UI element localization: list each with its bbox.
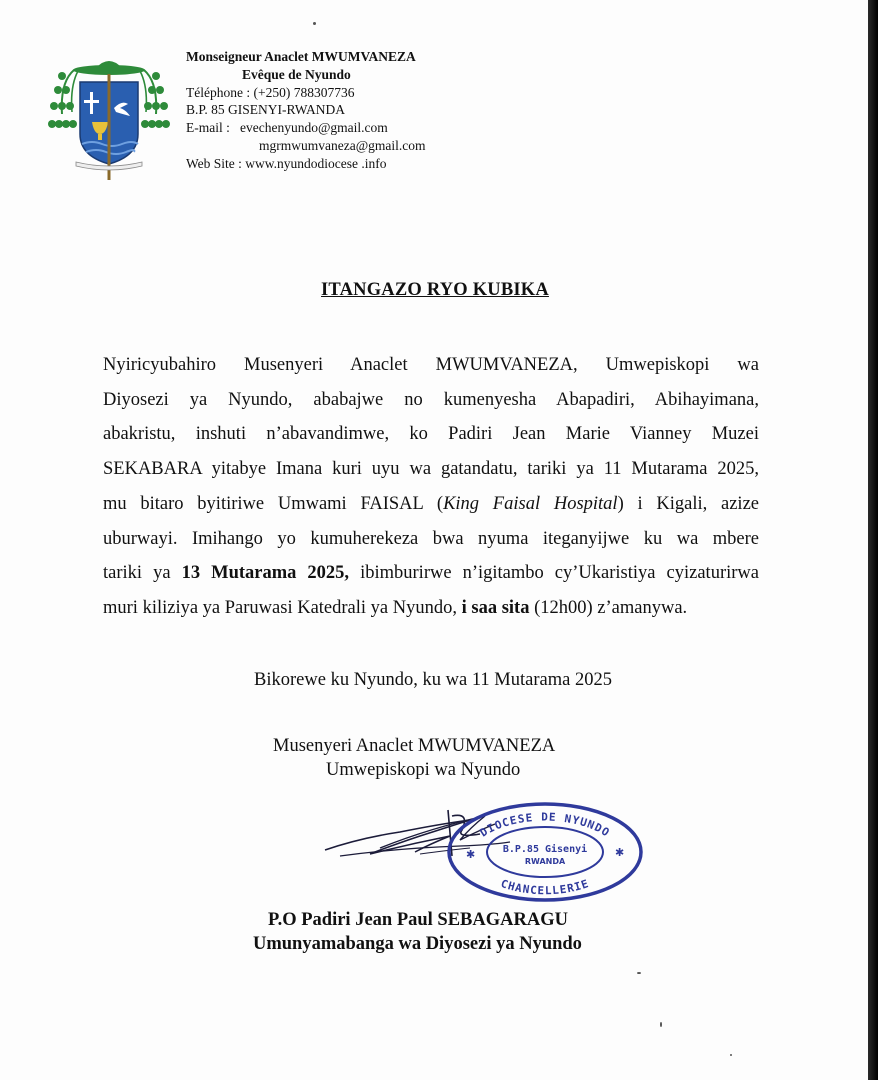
scan-speck <box>660 1022 662 1027</box>
stamp-star-icon: ✱ <box>615 847 625 859</box>
funeral-time-bold: i saa sita <box>461 597 530 618</box>
email-2: mgrmwumvaneza@gmail.com <box>259 137 426 153</box>
stamp-line-2: RWANDA <box>524 857 566 866</box>
body-line: Nyiricyubahiro Musenyeri Anaclet MWUMVANEZA, Umwepiskopi wa <box>103 355 759 375</box>
stamp-star-icon: ✱ <box>466 849 476 861</box>
telephone: Téléphone : (+250) 788307736 <box>186 84 355 100</box>
stamp-bottom-text: CHANCELLERIE <box>499 876 591 898</box>
hospital-name-italic: King Faisal Hospital <box>443 493 618 514</box>
body-text-segment: tariki ya <box>103 563 182 584</box>
coat-of-arms-logo <box>48 52 170 182</box>
place-date: Bikorewe ku Nyundo, ku wa 11 Mutarama 2025 <box>254 670 612 690</box>
letterhead <box>186 48 426 173</box>
stamp-top-text: DIOCESE DE NYUNDO <box>477 810 613 840</box>
stamp-line-1: B.P.85 Gisenyi <box>502 844 588 855</box>
scan-speck <box>313 22 316 25</box>
signatory-block <box>273 734 555 782</box>
email-label: E-mail : <box>186 120 230 136</box>
signatory-name: Musenyeri Anaclet MWUMVANEZA <box>273 736 556 756</box>
body-line <box>103 556 759 591</box>
body-line <box>103 487 759 522</box>
body-line: abakristu, inshuti n’abavandimwe, ko Padiri Jean Marie Vianney Muzei <box>103 424 759 445</box>
svg-text:CHANCELLERIE <box>499 877 591 897</box>
bishop-title: Evêque de Nyundo <box>242 66 351 82</box>
email-1: evechenyundo@gmail.com <box>240 120 388 136</box>
body-text-segment: muri kiliziya ya Paruwasi Katedrali ya Nyundo, <box>103 597 462 618</box>
announcement-body <box>103 348 759 626</box>
scan-speck <box>730 1054 732 1056</box>
website: Web Site : www.nyundodiocese .info <box>186 155 387 171</box>
body-line <box>103 591 759 626</box>
bishop-name: Monseigneur Anaclet MWUMVANEZA <box>186 49 416 64</box>
body-text-segment: ibimburirwe n’igitambo cy’Ukaristiya cyizaturirwa <box>349 563 759 584</box>
body-line: uburwayi. Imihango yo kumuherekeza bwa nyuma iteganyijwe ku wa mbere <box>103 528 759 549</box>
announcement-heading: ITANGAZO RYO KUBIKA <box>321 280 549 300</box>
svg-text:DIOCESE DE NYUNDO <box>478 811 613 840</box>
funeral-date-bold: 13 Mutarama 2025, <box>181 563 350 584</box>
body-text-segment: mu bitaro byitiriwe Umwami FAISAL ( <box>103 493 444 514</box>
email-row <box>186 119 426 137</box>
scan-edge <box>868 0 878 1080</box>
secretary-block <box>253 908 582 956</box>
secretary-name: P.O Padiri Jean Paul SEBAGARAGU <box>268 910 568 930</box>
secretary-role: Umunyamabanga wa Diyosezi ya Nyundo <box>253 934 582 954</box>
body-text-segment: (12h00) z’amanywa. <box>529 597 688 618</box>
body-line: Diyosezi ya Nyundo, ababajwe no kumenyesha Abapadiri, Abihayimana, <box>103 389 759 410</box>
signatory-role: Umwepiskopi wa Nyundo <box>326 760 521 780</box>
diocese-stamp <box>445 800 645 905</box>
body-line: SEKABARA yitabye Imana kuri uyu wa gatandatu, tariki ya 11 Mutarama 2025, <box>103 459 759 480</box>
po-box: B.P. 85 GISENYI-RWANDA <box>186 102 346 118</box>
body-text-segment: ) i Kigali, azize <box>617 493 759 514</box>
scan-speck <box>637 972 641 974</box>
